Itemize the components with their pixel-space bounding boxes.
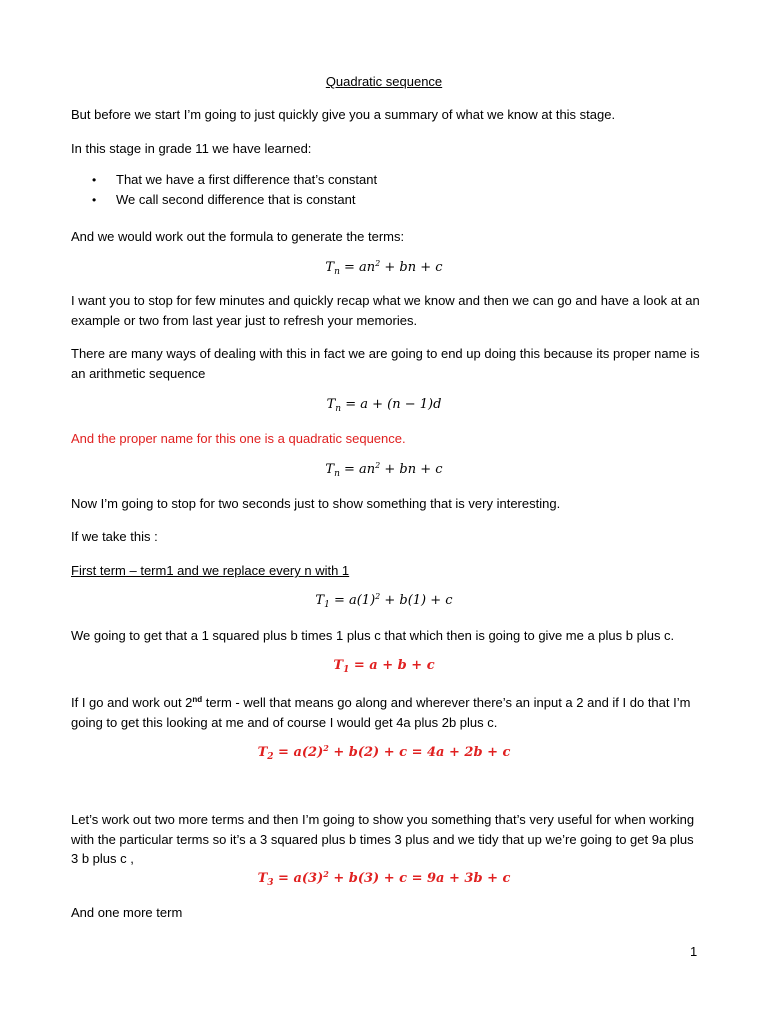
equation-second-term: $T_2 = a(2)^2 + b(2) + c = 4a + 2b + c$ <box>257 743 511 762</box>
second-term-paragraph: If I go and work out 2nd term - well that means go along and wherever there’s an input a 2 and if I do that I’m going to get this looking at me and of course I would get 4a plus 2b plus c. <box>71 695 691 730</box>
bullet-item-2: We call second difference that is constant <box>116 192 356 207</box>
equation-quadratic: $T_n = an^2$ + bn + c <box>325 461 443 479</box>
bullet-item-1: That we have a first difference that’s constant <box>116 172 378 187</box>
equation-third-term: $T_3 = a(3)^2 + b(3) + c = 9a + 3b + c$ <box>257 869 511 888</box>
intro-paragraph: But before we start I’m going to just quickly give you a summary of what we know at this stage. <box>71 107 616 122</box>
grade-paragraph: In this stage in grade 11 we have learned: <box>71 141 312 156</box>
page-title: Quadratic sequence <box>325 74 443 89</box>
bullet-icon: • <box>92 173 97 187</box>
page-number: 1 <box>690 944 698 959</box>
equation-general-quadratic: $T_n = an^2$ + bn + c <box>325 259 443 277</box>
quadratic-name-note: And the proper name for this one is a quadratic sequence. <box>71 431 406 446</box>
more-terms-paragraph: Let’s work out two more terms and then I’m going to show you something that’s very useful for when working with the particular terms so it’s a 3 squared plus b times 3 plus and we tidy that up we’re going to get 9a plus 3 b plus c , <box>71 812 695 866</box>
take-this-paragraph: If we take this : <box>71 529 158 544</box>
first-term-heading: First term – term1 and we replace every n with 1 <box>71 563 350 578</box>
first-term-explanation: We going to get that a 1 squared plus b times 1 plus c that which then is going to give me a plus b plus c. <box>71 628 675 643</box>
one-more-term-paragraph: And one more term <box>71 905 183 920</box>
equation-arithmetic: $T_n = a + (n - 1)d$ <box>326 397 442 414</box>
recap-paragraph: I want you to stop for few minutes and quickly recap what we know and then we can go and have a look at an example or two from last year just to refresh your memories. <box>71 293 700 328</box>
interesting-paragraph: Now I’m going to stop for two seconds just to show something that is very interesting. <box>71 496 561 511</box>
arithmetic-paragraph: There are many ways of dealing with this in fact we are going to end up doing this because its proper name is an arithmetic sequence <box>71 346 700 381</box>
equation-first-term: $T_1 = a(1)^2 + b(1) + c$ <box>315 592 453 610</box>
formula-intro-paragraph: And we would work out the formula to generate the terms: <box>71 229 405 244</box>
bullet-icon: • <box>92 193 97 207</box>
equation-first-term-result: $T_1 = a + b + c$ <box>333 658 435 675</box>
